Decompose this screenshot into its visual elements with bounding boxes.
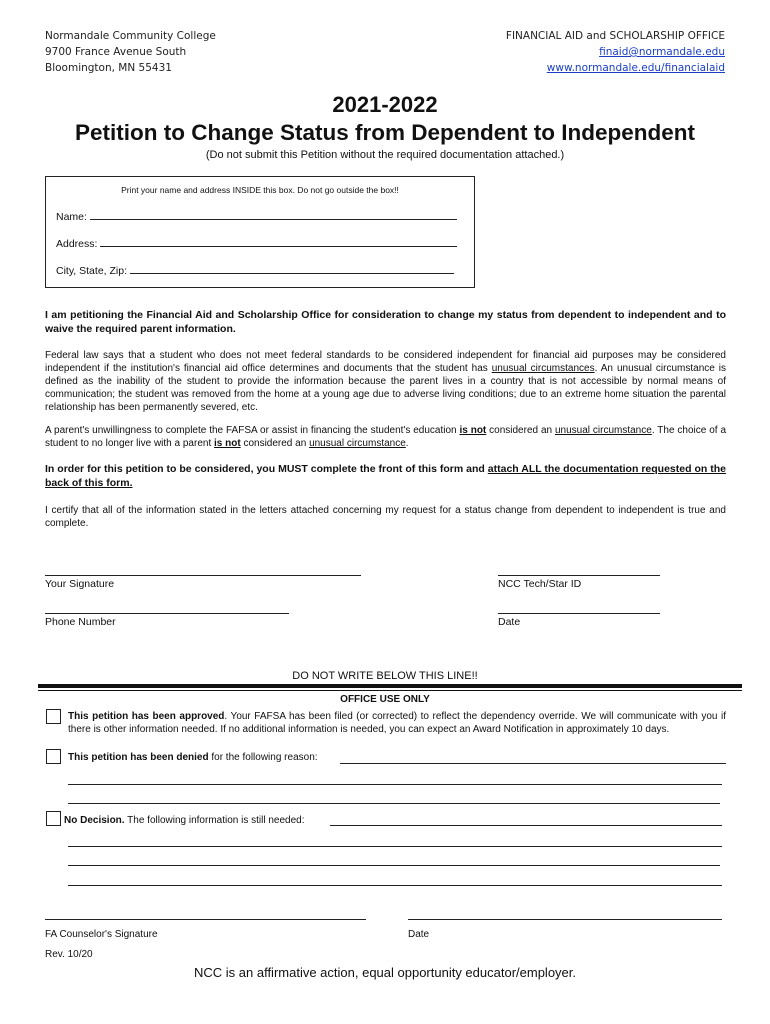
no-decision-checkbox[interactable] [46,811,61,826]
name-underline[interactable] [90,208,457,220]
revision-label: Rev. 10/20 [45,949,93,960]
approved-detail-text: . Your FAFSA has been filed (or corrected) to reflect the dependency override. We will communicate with you if there is other information needed. If no additional information is needed, you can expect an Award Notification in approximately 10 days. [68,711,727,735]
footer-statement: NCC is an affirmative action, equal opportunity educator/employer. [193,965,576,980]
denied-reason-line-3[interactable] [68,803,720,804]
office-divider-thick [38,684,742,688]
address-box [45,176,475,288]
your-signature-label: Your Signature [45,578,115,590]
denied-bold-text: This petition has been denied [68,752,209,763]
address-field[interactable] [56,235,457,250]
name-field[interactable] [56,208,457,223]
email-link[interactable]: finaid@normandale.edu [599,46,725,58]
documentation-requirement [45,462,726,490]
counselor-signature-line[interactable] [45,919,366,920]
info-needed-line-4[interactable] [68,885,722,886]
unusual-circumstance-term-1: unusual circumstance [554,425,652,436]
unwilling-text-4: considered an [240,438,310,449]
date-label: Date [498,616,521,628]
denied-reason-line-2[interactable] [68,784,722,785]
office-contact-block [506,28,725,76]
unusual-circumstances-term: unusual circumstances [491,363,595,374]
page-subtitle: (Do not submit this Petition without the required documentation attached.) [205,149,565,161]
your-signature-line[interactable] [45,575,361,576]
counselor-signature-label: FA Counselor's Signature [45,929,158,940]
address-box-instruction: Print your name and address INSIDE this box. Do not go outside the box!! [121,185,399,195]
denied-reason-line-1[interactable] [340,763,726,764]
college-name: Normandale Community College [45,30,216,42]
city-state-zip-underline[interactable] [130,262,454,274]
petition-statement: I am petitioning the Financial Aid and Scholarship Office for consideration to change my status from dependent to independent and to waive the required parent information. [45,309,726,335]
college-street: 9700 France Avenue South [45,46,187,58]
info-needed-line-3[interactable] [68,865,720,866]
phone-line[interactable] [45,613,289,614]
no-decision-bold-text: No Decision. [64,815,125,826]
unusual-circumstance-term-2: unusual circumstance [309,438,406,449]
do-not-write-notice: DO NOT WRITE BELOW THIS LINE!! [292,670,478,682]
college-address-block [45,28,216,76]
federal-law-text-2: . An unusual circumstance is defined as the inability of the student to provide the information because the parent lives in a country that is not accessible by normal means of communication; the student was removed from the home at a young age due to adverse living conditions; due to an extreme home situation the parental relationship has been permanently severed, etc. [45,363,726,413]
no-decision-statement [64,814,305,827]
date-line[interactable] [498,613,660,614]
approved-bold-text: This petition has been approved [68,711,225,722]
website-link[interactable]: www.normandale.edu/financialaid [546,62,725,74]
info-needed-line-1[interactable] [330,825,722,826]
certification-statement: I certify that all of the information stated in the letters attached concerning my request for a status change from dependent to independent is true and complete. [45,505,726,529]
city-state-zip-field[interactable] [56,262,454,277]
office-divider-thin [38,690,742,691]
no-decision-detail-text: The following information is still needed: [124,815,305,826]
info-needed-line-2[interactable] [68,846,722,847]
approved-statement [68,710,726,736]
denied-checkbox[interactable] [46,749,61,764]
unwilling-text-2: considered an [486,425,555,436]
parent-unwillingness-paragraph [45,424,726,450]
denied-statement [68,751,318,764]
requirement-text: In order for this petition to be considered, you MUST complete the front of this form and [45,463,488,475]
college-city: Bloomington, MN 55431 [45,62,172,74]
form-year: 2021-2022 [332,92,438,117]
is-not-term-1: is not [459,425,487,436]
unwilling-text-5: . [405,438,409,449]
counselor-date-line[interactable] [408,919,722,920]
office-use-title: OFFICE USE ONLY [340,694,430,705]
denied-detail-text: for the following reason: [208,752,318,763]
federal-law-text-1: Federal law says that a student who does not meet federal standards to be considered independent for financial aid purposes may be considered independent if the institution's financial aid office determines and documents that the student has [45,350,726,374]
office-name: FINANCIAL AID and SCHOLARSHIP OFFICE [505,30,725,42]
ncc-id-line[interactable] [498,575,660,576]
requirement-attach-text: attach ALL the documentation requested on the back of this form. [45,463,726,489]
is-not-term-2: is not [214,438,241,449]
federal-law-paragraph [45,349,726,414]
address-underline[interactable] [100,235,457,247]
phone-label: Phone Number [45,616,116,628]
name-label: Name: [56,211,87,223]
ncc-id-label: NCC Tech/Star ID [498,578,582,590]
city-state-zip-label: City, State, Zip: [56,265,127,277]
counselor-date-label: Date [408,929,430,940]
address-label: Address: [56,238,98,250]
unwilling-text-3: . The choice of a student to no longer live with a parent [45,425,726,449]
unwilling-text-1: A parent's unwillingness to complete the FAFSA or assist in financing the student's education [45,425,460,436]
approved-checkbox[interactable] [46,709,61,724]
page-title: Petition to Change Status from Dependent to Independent [74,120,695,145]
